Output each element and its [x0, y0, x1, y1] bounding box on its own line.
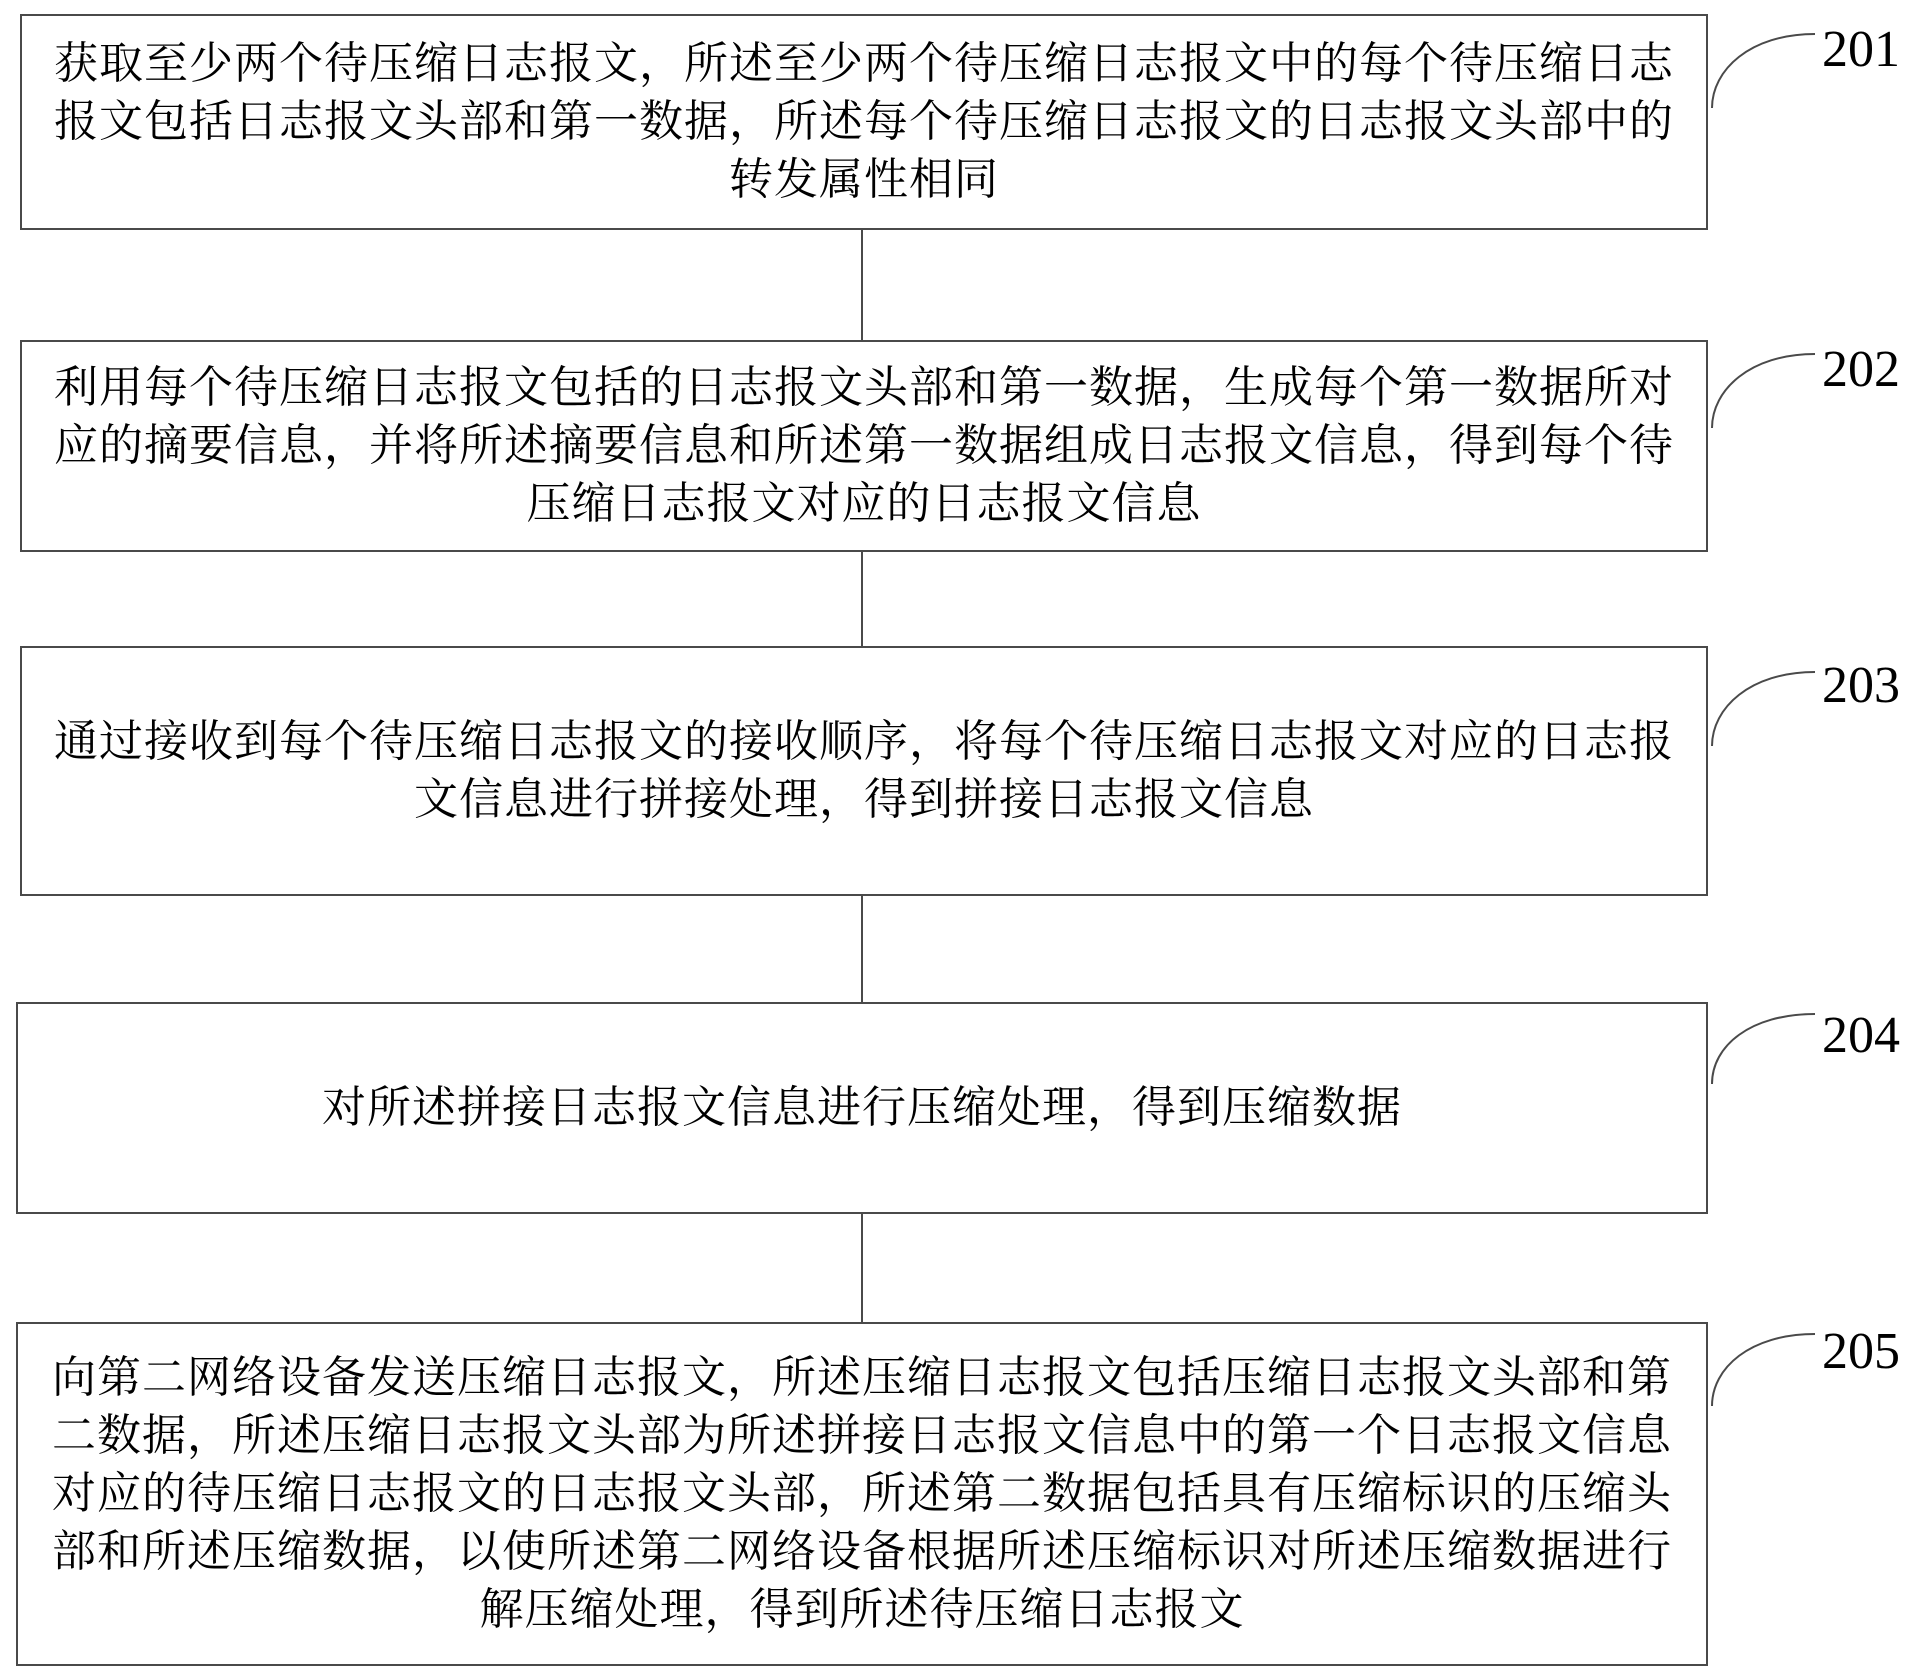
step-number-205: 205 — [1822, 1323, 1900, 1380]
leader-curve-205 — [1712, 1334, 1815, 1406]
step-text-201: 获取至少两个待压缩日志报文，所述至少两个待压缩日志报文中的每个待压缩日志报文包括日志报文头部和第一数据，所述每个待压缩日志报文的日志报文头部中的转发属性相同 — [54, 38, 1674, 205]
step-box-202 — [20, 340, 1708, 552]
step-number-204: 204 — [1822, 1007, 1900, 1064]
step-number-203: 203 — [1822, 657, 1900, 714]
step-box-204 — [16, 1002, 1708, 1214]
step-number-202: 202 — [1822, 341, 1900, 398]
step-box-203 — [20, 646, 1708, 896]
leader-curve-203 — [1712, 672, 1815, 746]
step-text-203: 通过接收到每个待压缩日志报文的接收顺序，将每个待压缩日志报文对应的日志报文信息进行拼接处理，得到拼接日志报文信息 — [54, 716, 1674, 825]
step-text-204: 对所述拼接日志报文信息进行压缩处理，得到压缩数据 — [322, 1082, 1402, 1133]
leader-curve-204 — [1712, 1014, 1815, 1084]
step-text-202: 利用每个待压缩日志报文包括的日志报文头部和第一数据，生成每个第一数据所对应的摘要信息，并将所述摘要信息和所述第一数据组成日志报文信息，得到每个待压缩日志报文对应的日志报文信息 — [54, 362, 1674, 529]
leader-curve-201 — [1712, 34, 1815, 108]
step-number-201: 201 — [1822, 21, 1900, 78]
step-text-205: 向第二网络设备发送压缩日志报文，所述压缩日志报文包括压缩日志报文头部和第二数据，所述压缩日志报文头部为所述拼接日志报文信息中的第一个日志报文信息对应的待压缩日志报文的日志报文头部，所述第二数据包括具有压缩标识的压缩头部和所述压缩数据，以使所述第二网络设备根据所述压缩标识对所述压缩数据进行解压缩处理，得到所述待压缩日志报文 — [52, 1352, 1672, 1635]
step-box-201 — [20, 14, 1708, 230]
step-box-205 — [16, 1322, 1708, 1666]
leader-curve-202 — [1712, 354, 1815, 428]
